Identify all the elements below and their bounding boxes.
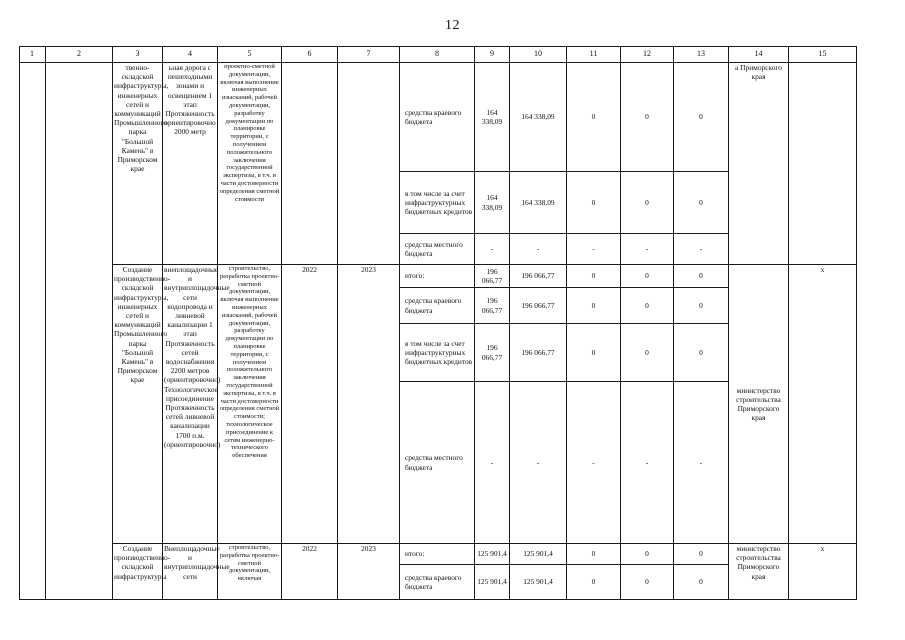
funding-source: итого: — [400, 544, 475, 565]
value-c12: - — [621, 234, 674, 265]
value-c11: 0 — [567, 265, 621, 288]
value-c9: 164 338,09 — [475, 63, 510, 172]
value-c13: - — [674, 382, 729, 544]
col-header-12: 12 — [621, 46, 674, 63]
value-c9: 196 066,77 — [475, 265, 510, 288]
responsible-executor: а Приморского края — [729, 63, 789, 265]
value-c10: 196 066,77 — [510, 288, 567, 324]
funding-source: средства краевого бюджета — [400, 288, 475, 324]
year-end: 2023 — [338, 544, 400, 600]
row-number-cell — [19, 63, 46, 600]
col-header-4: 4 — [163, 46, 218, 63]
value-c11: 0 — [567, 63, 621, 172]
year-start: 2022 — [282, 265, 338, 544]
object-name: твенно-складской инфраструктуры, инженерных сетей и коммуникаций Промышленного парка "Большой Камень" в Приморском крае — [113, 63, 163, 265]
year-end — [338, 63, 400, 265]
value-c10: 164 338,09 — [510, 172, 567, 234]
value-c10: - — [510, 234, 567, 265]
object-description: Внеплощадочные и внутриплощадочные сети — [163, 544, 218, 600]
year-end: 2023 — [338, 265, 400, 544]
value-c10: 164 338,09 — [510, 63, 567, 172]
value-c9: 125 901,4 — [475, 544, 510, 565]
value-c11: 0 — [567, 544, 621, 565]
value-c11: 0 — [567, 172, 621, 234]
value-c13: 0 — [674, 544, 729, 565]
col-header-2: 2 — [46, 46, 113, 63]
value-c12: 0 — [621, 544, 674, 565]
col-header-8: 8 — [400, 46, 475, 63]
funding-source: итого: — [400, 265, 475, 288]
col-header-9: 9 — [475, 46, 510, 63]
value-c13: 0 — [674, 172, 729, 234]
value-c10: - — [510, 382, 567, 544]
col-header-10: 10 — [510, 46, 567, 63]
col-header-7: 7 — [338, 46, 400, 63]
value-c13: 0 — [674, 565, 729, 600]
responsible-executor: министерство строительства Приморского края — [729, 265, 789, 544]
value-c11: 0 — [567, 288, 621, 324]
value-c13: 0 — [674, 288, 729, 324]
value-c10: 196 066,77 — [510, 324, 567, 382]
object-description: внеплощадочные и внутриплощадочные сети водопровода и ливневой канализации 1 этап Протяженность сетей водоснабжения 2200 метров (ориентировочно) Технологическое присоединение Протяженность сетей ливневой канализации 1700 п.м. (ориентировочно) — [163, 265, 218, 544]
col-header-11: 11 — [567, 46, 621, 63]
value-c13: 0 — [674, 265, 729, 288]
funding-source: в том числе за счет инфраструктурных бюджетных кредитов — [400, 172, 475, 234]
note-cell: х — [789, 544, 857, 600]
value-c11: - — [567, 234, 621, 265]
value-c10: 196 066,77 — [510, 265, 567, 288]
group-name-cell — [46, 63, 113, 600]
value-c12: 0 — [621, 265, 674, 288]
value-c11: - — [567, 382, 621, 544]
work-type: строительство, разработка проектно-сметной документации, включая выполнение инженерных изысканий, рабочей документации, разработку документации по планировке территории, с получением положительного заключения государственной экспертизы, в т.ч. в части достоверности определения сметной стоимости; технологическое присоединение к сетям инженерно-технического обеспечения — [218, 265, 282, 544]
year-start — [282, 63, 338, 265]
col-header-5: 5 — [218, 46, 282, 63]
value-c12: 0 — [621, 63, 674, 172]
work-type: строительство, разработка проектно-сметной документации, включая — [218, 544, 282, 600]
value-c11: 0 — [567, 324, 621, 382]
value-c10: 125 901,4 — [510, 544, 567, 565]
funding-source: средства местного бюджета — [400, 382, 475, 544]
value-c12: 0 — [621, 288, 674, 324]
value-c9: 125 901,4 — [475, 565, 510, 600]
value-c9: 164 338,09 — [475, 172, 510, 234]
value-c12: - — [621, 382, 674, 544]
value-c11: 0 — [567, 565, 621, 600]
value-c13: - — [674, 234, 729, 265]
col-header-13: 13 — [674, 46, 729, 63]
value-c13: 0 — [674, 63, 729, 172]
note-cell — [789, 63, 857, 265]
value-c12: 0 — [621, 172, 674, 234]
page-number: 12 — [445, 18, 460, 33]
object-description: ьная дорога с пешеходными зонами и освещением 1 этап Протяженность ориентировочно 2000 метр — [163, 63, 218, 265]
value-c9: - — [475, 234, 510, 265]
object-name: Создание производственно-складской инфраструктуры — [113, 544, 163, 600]
col-header-3: 3 — [113, 46, 163, 63]
work-type: проектно-сметной документации, включая выполнение инженерных изысканий, рабочей документации, разработку документации по планировке территории, с получением положительного заключения государственной экспертизы, в т.ч. в части достоверности определения сметной стоимости — [218, 63, 282, 265]
funding-source: средства краевого бюджета — [400, 63, 475, 172]
funding-source: средства местного бюджета — [400, 234, 475, 265]
value-c10: 125 901,4 — [510, 565, 567, 600]
funding-source: в том числе за счет инфраструктурных бюджетных кредитов — [400, 324, 475, 382]
object-name: Создание производственно-складской инфраструктуры, инженерных сетей и коммуникаций Промышленного парка "Большой Камень" в Приморском крае — [113, 265, 163, 544]
value-c13: 0 — [674, 324, 729, 382]
value-c9: 196 066,77 — [475, 288, 510, 324]
col-header-1: 1 — [19, 46, 46, 63]
responsible-executor: министерство строительства Приморского края — [729, 544, 789, 600]
col-header-6: 6 — [282, 46, 338, 63]
col-header-14: 14 — [729, 46, 789, 63]
year-start: 2022 — [282, 544, 338, 600]
value-c12: 0 — [621, 324, 674, 382]
funding-source: средства краевого бюджета — [400, 565, 475, 600]
col-header-15: 15 — [789, 46, 857, 63]
value-c12: 0 — [621, 565, 674, 600]
note-cell: х — [789, 265, 857, 544]
value-c9: 196 066,77 — [475, 324, 510, 382]
value-c9: - — [475, 382, 510, 544]
